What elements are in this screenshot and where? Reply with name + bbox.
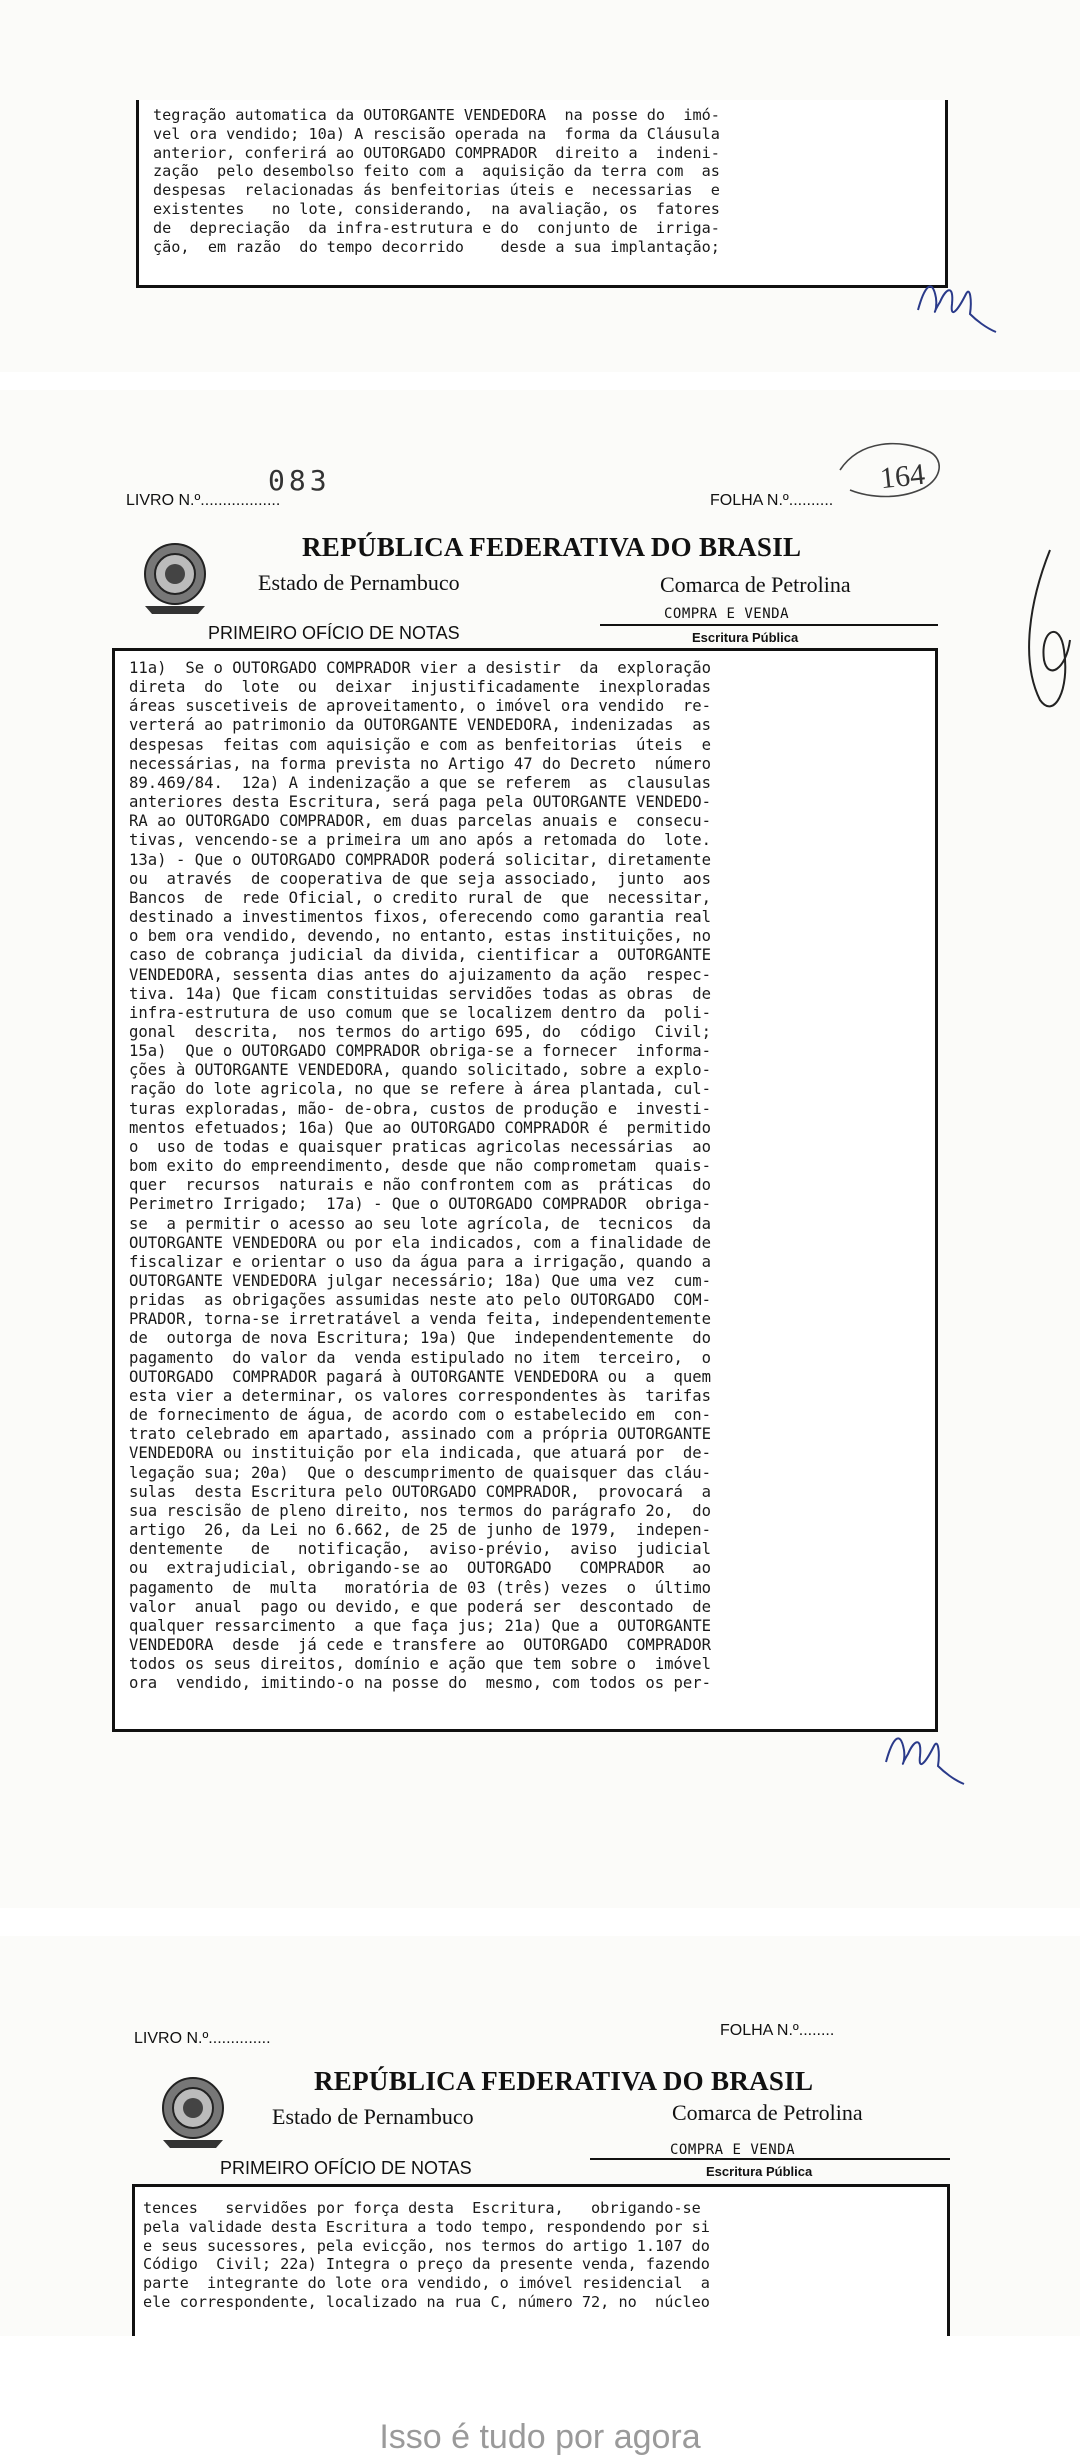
folha-label: FOLHA N.º........ <box>720 2022 835 2039</box>
text-line: e seus sucessores, pela evicção, nos termos do artigo 1.107 do <box>143 2236 710 2255</box>
text-line: OUTORGANTE VENDEDORA ou por ela indicados, com a finalidade de <box>129 1233 712 1252</box>
text-line: despesas relacionadas ás benfeitorias úteis e necessarias e <box>153 181 720 200</box>
text-line: destinado a investimentos fixos, oferecendo como garantia real <box>129 908 712 927</box>
document-page-1 <box>0 0 1080 372</box>
text-line: OUTORGADO COMPRADOR pagará à OUTORGANTE VENDEDORA ou a quem <box>129 1367 712 1386</box>
text-line: Código Civil; 22a) Integra o preço da presente venda, fazendo <box>143 2255 710 2274</box>
text-line: parte integrante do lote ora vendido, o imóvel residencial a <box>143 2274 710 2293</box>
state-name: Estado de Pernambuco <box>258 570 460 595</box>
text-line: mentos efetuados; 16a) Que ao OUTORGADO COMPRADOR é permitido <box>129 1118 712 1137</box>
text-line: ora vendido, imitindo-o na posse do mesmo, com todos os per- <box>129 1674 712 1693</box>
office-name: PRIMEIRO OFÍCIO DE NOTAS <box>208 623 460 643</box>
text-line: OUTORGANTE VENDEDORA julgar necessário; 18a) Que uma vez cum- <box>129 1272 712 1290</box>
text-line: bom exito do empreendimento, desde que não comprometam quais- <box>129 1157 712 1176</box>
deed-type: COMPRA E VENDA <box>670 2142 796 2158</box>
county-name: Comarca de Petrolina <box>672 2100 863 2125</box>
text-line: VENDEDORA ou instituição por ela indicada, que atuará por de- <box>129 1444 712 1463</box>
margin-signature <box>1010 540 1080 730</box>
text-line: trato celebrado em apartado, assinado com a própria OUTORGANTE <box>129 1425 712 1444</box>
office-name: PRIMEIRO OFÍCIO DE NOTAS <box>220 2158 472 2178</box>
text-line: 11a) Se o OUTORGADO COMPRADOR vier a desistir da exploração <box>129 659 712 677</box>
text-line: 13a) - Que o OUTORGADO COMPRADOR poderá solicitar, diretamente <box>129 850 712 869</box>
folha-label: FOLHA N.º.......... <box>710 492 834 509</box>
text-line: tiva. 14a) Que ficam constituidas servidões todas as obras de <box>129 984 712 1003</box>
brazil-coat-of-arms-icon <box>140 540 210 618</box>
text-line: ções à OUTORGANTE VENDEDORA, quando solicitado, sobre a explo- <box>129 1061 712 1080</box>
text-line: de outorga de nova Escritura; 19a) Que independentemente do <box>129 1329 712 1348</box>
text-line: 15a) Que o OUTORGADO COMPRADOR obriga-se a fornecer informa- <box>129 1042 712 1061</box>
folha-number: 164 <box>878 457 927 496</box>
text-line: turas exploradas, mão- de-obra, custos de produção e investi- <box>129 1099 712 1118</box>
text-line: ção, em razão do tempo decorrido desde a sua implantação; <box>153 237 720 256</box>
text-line: vel ora vendido; 10a) A rescisão operada na forma da Cláusula <box>153 124 720 143</box>
livro-label: LIVRO N.º.............. <box>134 2030 271 2047</box>
text-line: necessárias, na forma prevista no Artigo 47 do Decreto número <box>129 754 712 773</box>
document-page-2 <box>0 390 1080 1908</box>
republic-title: REPÚBLICA FEDERATIVA DO BRASIL <box>302 532 802 562</box>
text-line: pridas as obrigações assumidas neste ato pelo OUTORGADO COM- <box>129 1291 712 1310</box>
livro-number: 083 <box>268 464 331 497</box>
text-line: VENDEDORA, sessenta dias antes do ajuizamento da ação respec- <box>129 965 712 984</box>
text-line: VENDEDORA desde já cede e transfere ao OUTORGADO COMPRADOR <box>129 1635 712 1654</box>
text-line: pagamento do valor da venda estipulado no item terceiro, o <box>129 1348 712 1367</box>
deed-text-box <box>136 100 948 288</box>
end-of-content-message: Isso é tudo por agora <box>379 2418 701 2456</box>
text-line: ou extrajudicial, obrigando-se ao OUTORGADO COMPRADOR ao <box>129 1559 712 1578</box>
text-line: tivas, vencendo-se a primeira um ano após a retomada do lote. <box>129 831 712 850</box>
text-line: sulas desta Escritura pelo OUTORGADO COMPRADOR, provocará a <box>129 1482 712 1501</box>
text-line: despesas feitas com aquisição e com as benfeitorias úteis e <box>129 735 712 754</box>
text-line: ou através de cooperativa de que seja associado, junto aos <box>129 869 712 888</box>
text-line: tegração automatica da OUTORGANTE VENDEDORA na posse do imó- <box>153 106 720 124</box>
text-line: qualquer ressarcimento a que faça jus; 21a) Que a OUTORGANTE <box>129 1616 712 1635</box>
text-line: artigo 26, da Lei no 6.662, de 25 de junho de 1979, indepen- <box>129 1521 712 1540</box>
text-line: anterior, conferirá ao OUTORGADO COMPRADOR direito a indeni- <box>153 143 720 162</box>
text-line: tences servidões por força desta Escritura, obrigando-se <box>143 2199 701 2217</box>
text-line: verterá ao patrimonio da OUTORGANTE VENDEDORA, indenizadas as <box>129 716 712 735</box>
text-line: zação pelo desembolso feito com a aquisição da terra com as <box>153 162 720 181</box>
text-line: legação sua; 20a) Que o descumprimento de quaisquer das cláu- <box>129 1463 712 1482</box>
text-line: o bem ora vendido, devendo, no entanto, estas instituições, no <box>129 927 712 946</box>
text-line: fiscalizar e orientar o uso da água para a irrigação, quando a <box>129 1252 712 1271</box>
deed-subtitle: Escritura Pública <box>706 2164 813 2179</box>
text-line: existentes no lote, considerando, na avaliação, os fatores <box>153 199 720 218</box>
text-line: áreas suscetiveis de aproveitamento, o imóvel ora vendido re- <box>129 697 712 716</box>
deed-text-box <box>132 2184 950 2336</box>
text-line: sua rescisão de pleno direito, nos termos do parágrafo 2o, do <box>129 1501 712 1520</box>
deed-text <box>129 659 923 1693</box>
county-name: Comarca de Petrolina <box>660 572 851 597</box>
text-line: caso de cobrança judicial da divida, cientificar a OUTORGANTE <box>129 946 712 965</box>
deed-subtitle: Escritura Pública <box>692 630 799 645</box>
deed-text <box>153 106 933 256</box>
livro-label: LIVRO N.º.................. <box>126 492 281 509</box>
text-line: esta vier a determinar, os valores correspondentes às tarifas <box>129 1386 712 1405</box>
signature-initials <box>910 258 1000 338</box>
signature-initials <box>878 1710 968 1790</box>
document-page-3 <box>0 1936 1080 2336</box>
text-line: todos os seus direitos, domínio e ação que tem sobre o imóvel <box>129 1655 712 1674</box>
text-line: pela validade desta Escritura a todo tempo, respondendo por si <box>143 2217 710 2236</box>
text-line: ele correspondente, localizado na rua C, número 72, no núcleo <box>143 2292 710 2311</box>
republic-title: REPÚBLICA FEDERATIVA DO BRASIL <box>314 2066 814 2096</box>
text-line: de depreciação da infra-estrutura e do conjunto de irriga- <box>153 218 720 237</box>
deed-text-box <box>112 648 938 1732</box>
text-line: se a permitir o acesso ao seu lote agrícola, de tecnicos da <box>129 1214 712 1233</box>
text-line: PRADOR, torna-se irretratável a venda feita, independentemente <box>129 1310 712 1329</box>
deed-type: COMPRA E VENDA <box>664 606 790 622</box>
text-line: ração do lote agricola, no que se refere à área plantada, cul- <box>129 1080 712 1099</box>
text-line: infra-estrutura de uso comum que se localizem dentro da poli- <box>129 1003 712 1022</box>
text-line: quer recursos naturais e não confrontem com as práticas do <box>129 1176 712 1195</box>
text-line: RA ao OUTORGADO COMPRADOR, em duas parcelas anuais e consecu- <box>129 812 712 831</box>
text-line: o uso de todas e quaisquer praticas agricolas necessárias ao <box>129 1137 712 1156</box>
text-line: direta do lote ou deixar injustificadamente inexploradas <box>129 678 712 697</box>
brazil-coat-of-arms-icon <box>158 2074 228 2152</box>
text-line: Bancos de rede Oficial, o credito rural de que necessitar, <box>129 888 712 907</box>
text-line: dentemente de notificação, aviso-prévio, aviso judicial <box>129 1540 712 1559</box>
deed-text <box>143 2199 935 2312</box>
text-line: 89.469/84. 12a) A indenização a que se referem as clausulas <box>129 773 712 792</box>
text-line: pagamento de multa moratória de 03 (três) vezes o último <box>129 1578 712 1597</box>
text-line: Perimetro Irrigado; 17a) - Que o OUTORGADO COMPRADOR obriga- <box>129 1195 712 1214</box>
state-name: Estado de Pernambuco <box>272 2104 474 2129</box>
folha-stamp-scribble <box>820 430 950 510</box>
text-line: gonal descrita, nos termos do artigo 695, do código Civil; <box>129 1022 712 1041</box>
text-line: valor anual pago ou devido, e que poderá ser descontado de <box>129 1597 712 1616</box>
text-line: de fornecimento de água, de acordo com o estabelecido em con- <box>129 1406 712 1425</box>
text-line: anteriores desta Escritura, será paga pela OUTORGANTE VENDEDO- <box>129 793 712 812</box>
